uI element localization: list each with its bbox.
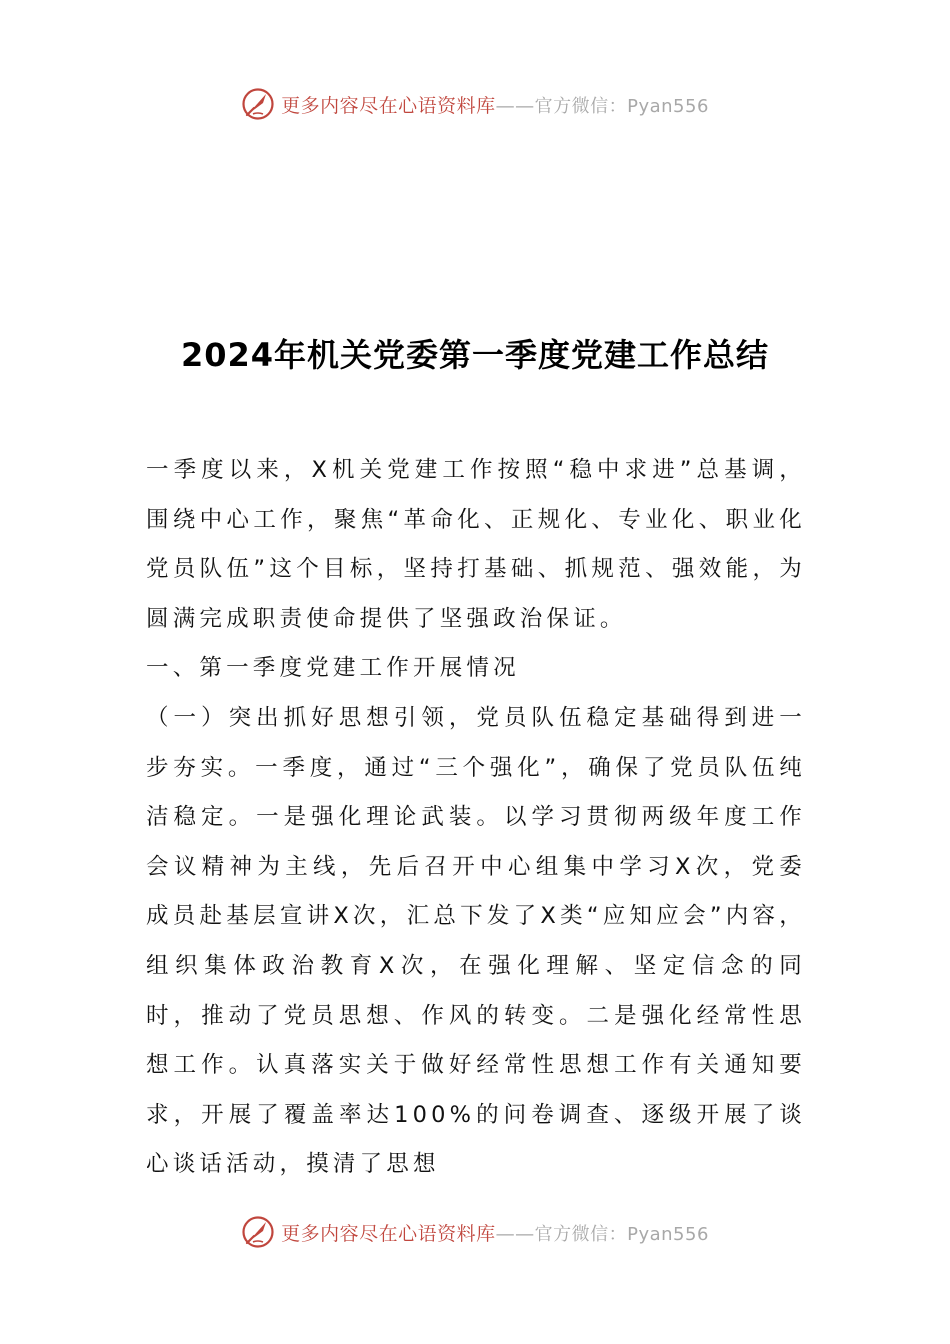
footer-watermark <box>0 1212 950 1252</box>
document-body <box>146 446 806 1190</box>
quill-pen-logo-icon <box>241 1215 275 1249</box>
body-paragraph: （一）突出抓好思想引领，党员队伍稳定基础得到进一步夯实。一季度，通过“三个强化”，确保了党员队伍纯洁稳定。一是强化理论武装。以学习贯彻两级年度工作会议精神为主线，先后召开中心组集中学习X次，党委成员赴基层宣讲X次，汇总下发了X类“应知应会”内容，组织集体政治教育X次，在强化理解、坚定信念的同时，推动了党员思想、作风的转变。二是强化经常性思想工作。认真落实关于做好经常性思想工作有关通知要求，开展了覆盖率达100%的问卷调查、逐级开展了谈心谈话活动，摸清了思想 <box>146 704 806 1178</box>
watermark-text: 更多内容尽在心语资料库——官方微信：Pyan556 <box>281 94 709 117</box>
document-title: 2024年机关党委第一季度党建工作总结 <box>180 336 770 375</box>
quill-pen-logo-icon <box>241 87 275 121</box>
watermark-text: 更多内容尽在心语资料库——官方微信：Pyan556 <box>281 1222 709 1245</box>
section-heading: 一、第一季度党建工作开展情况 <box>146 655 520 682</box>
intro-paragraph: 一季度以来，X机关党建工作按照“稳中求进”总基调，围绕中心工作，聚焦“革命化、正规化、专业化、职业化党员队伍”这个目标，坚持打基础、抓规范、强效能，为圆满完成职责使命提供了坚强政治保证。 <box>146 457 806 632</box>
header-watermark <box>0 84 950 124</box>
